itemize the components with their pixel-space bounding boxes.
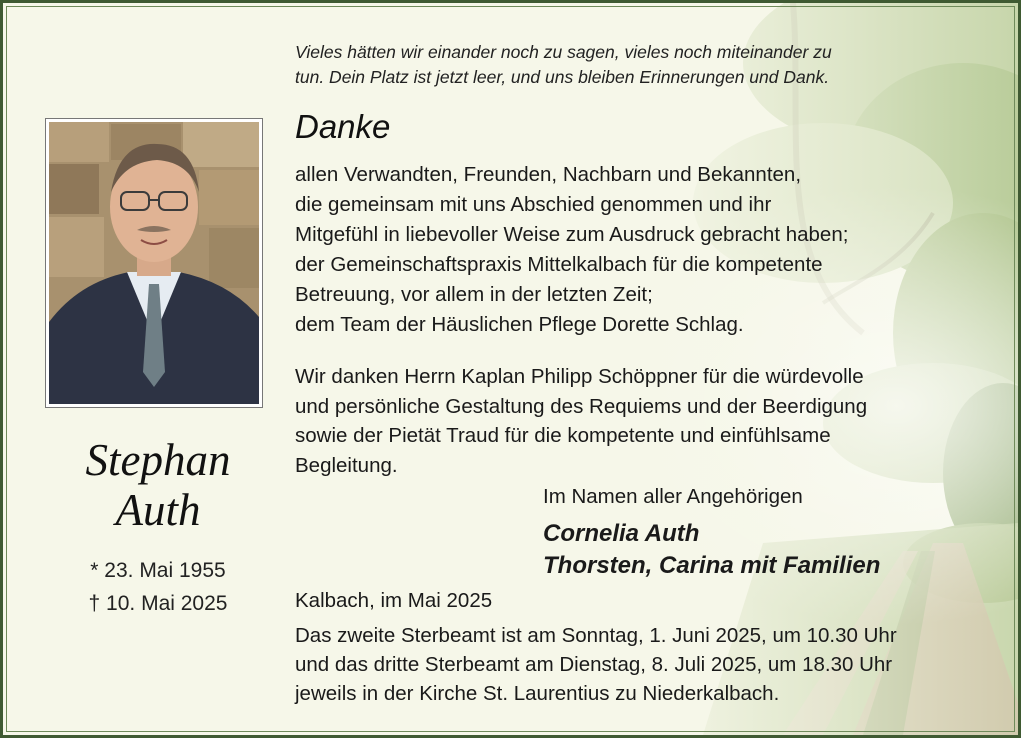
portrait-image <box>49 122 259 404</box>
service-line: jeweils in der Kirche St. Laurentius zu Niederkalbach. <box>295 682 780 705</box>
thanks-paragraph <box>295 160 995 340</box>
signer-name: Thorsten, Carina mit Familien <box>543 552 881 579</box>
place-date: Kalbach, im Mai 2025 <box>295 589 493 612</box>
paragraph-line: der Gemeinschaftspraxis Mittelkalbach für die kompetente <box>295 253 823 276</box>
on-behalf-line: Im Namen aller Angehörigen <box>543 485 803 508</box>
clergy-paragraph <box>295 362 995 480</box>
paragraph-line: dem Team der Häuslichen Pflege Dorette Schlag. <box>295 313 744 336</box>
life-dates <box>43 554 273 620</box>
paragraph-line: Begleitung. <box>295 453 398 477</box>
service-line: und das dritte Sterbeamt am Dienstag, 8. Juli 2025, um 18.30 Uhr <box>295 653 893 676</box>
deceased-name <box>43 435 273 535</box>
quote-line: tun. Dein Platz ist jetzt leer, und uns bleiben Erinnerungen und Dank. <box>295 67 830 87</box>
quote-line: Vieles hätten wir einander noch zu sagen, vieles noch miteinander zu <box>295 42 832 62</box>
memorial-quote <box>295 40 985 90</box>
paragraph-line: und persönliche Gestaltung des Requiems und der Beerdigung <box>295 394 868 418</box>
death-date: † 10. Mai 2025 <box>88 592 228 615</box>
service-info <box>295 621 1005 708</box>
paragraph-line: allen Verwandten, Freunden, Nachbarn und Bekannten, <box>295 163 802 186</box>
birth-date: * 23. Mai 1955 <box>90 559 226 582</box>
portrait-photo <box>45 118 263 408</box>
signer-name: Cornelia Auth <box>543 520 700 547</box>
last-name: Auth <box>115 485 201 535</box>
paragraph-line: die gemeinsam mit uns Abschied genommen und ihr <box>295 193 772 216</box>
paragraph-line: Betreuung, vor allem in der letzten Zeit; <box>295 283 653 306</box>
first-name: Stephan <box>85 435 231 485</box>
paragraph-line: Wir danken Herrn Kaplan Philipp Schöppner für die würdevolle <box>295 365 864 388</box>
service-line: Das zweite Sterbeamt ist am Sonntag, 1. Juni 2025, um 10.30 Uhr <box>295 624 897 647</box>
paragraph-line: sowie der Pietät Traud für die kompetente und einfühlsame <box>295 424 831 447</box>
signers <box>543 518 880 582</box>
paragraph-line: Mitgefühl in liebevoller Weise zum Ausdruck gebracht haben; <box>295 223 849 246</box>
thanks-heading: Danke <box>295 108 391 145</box>
